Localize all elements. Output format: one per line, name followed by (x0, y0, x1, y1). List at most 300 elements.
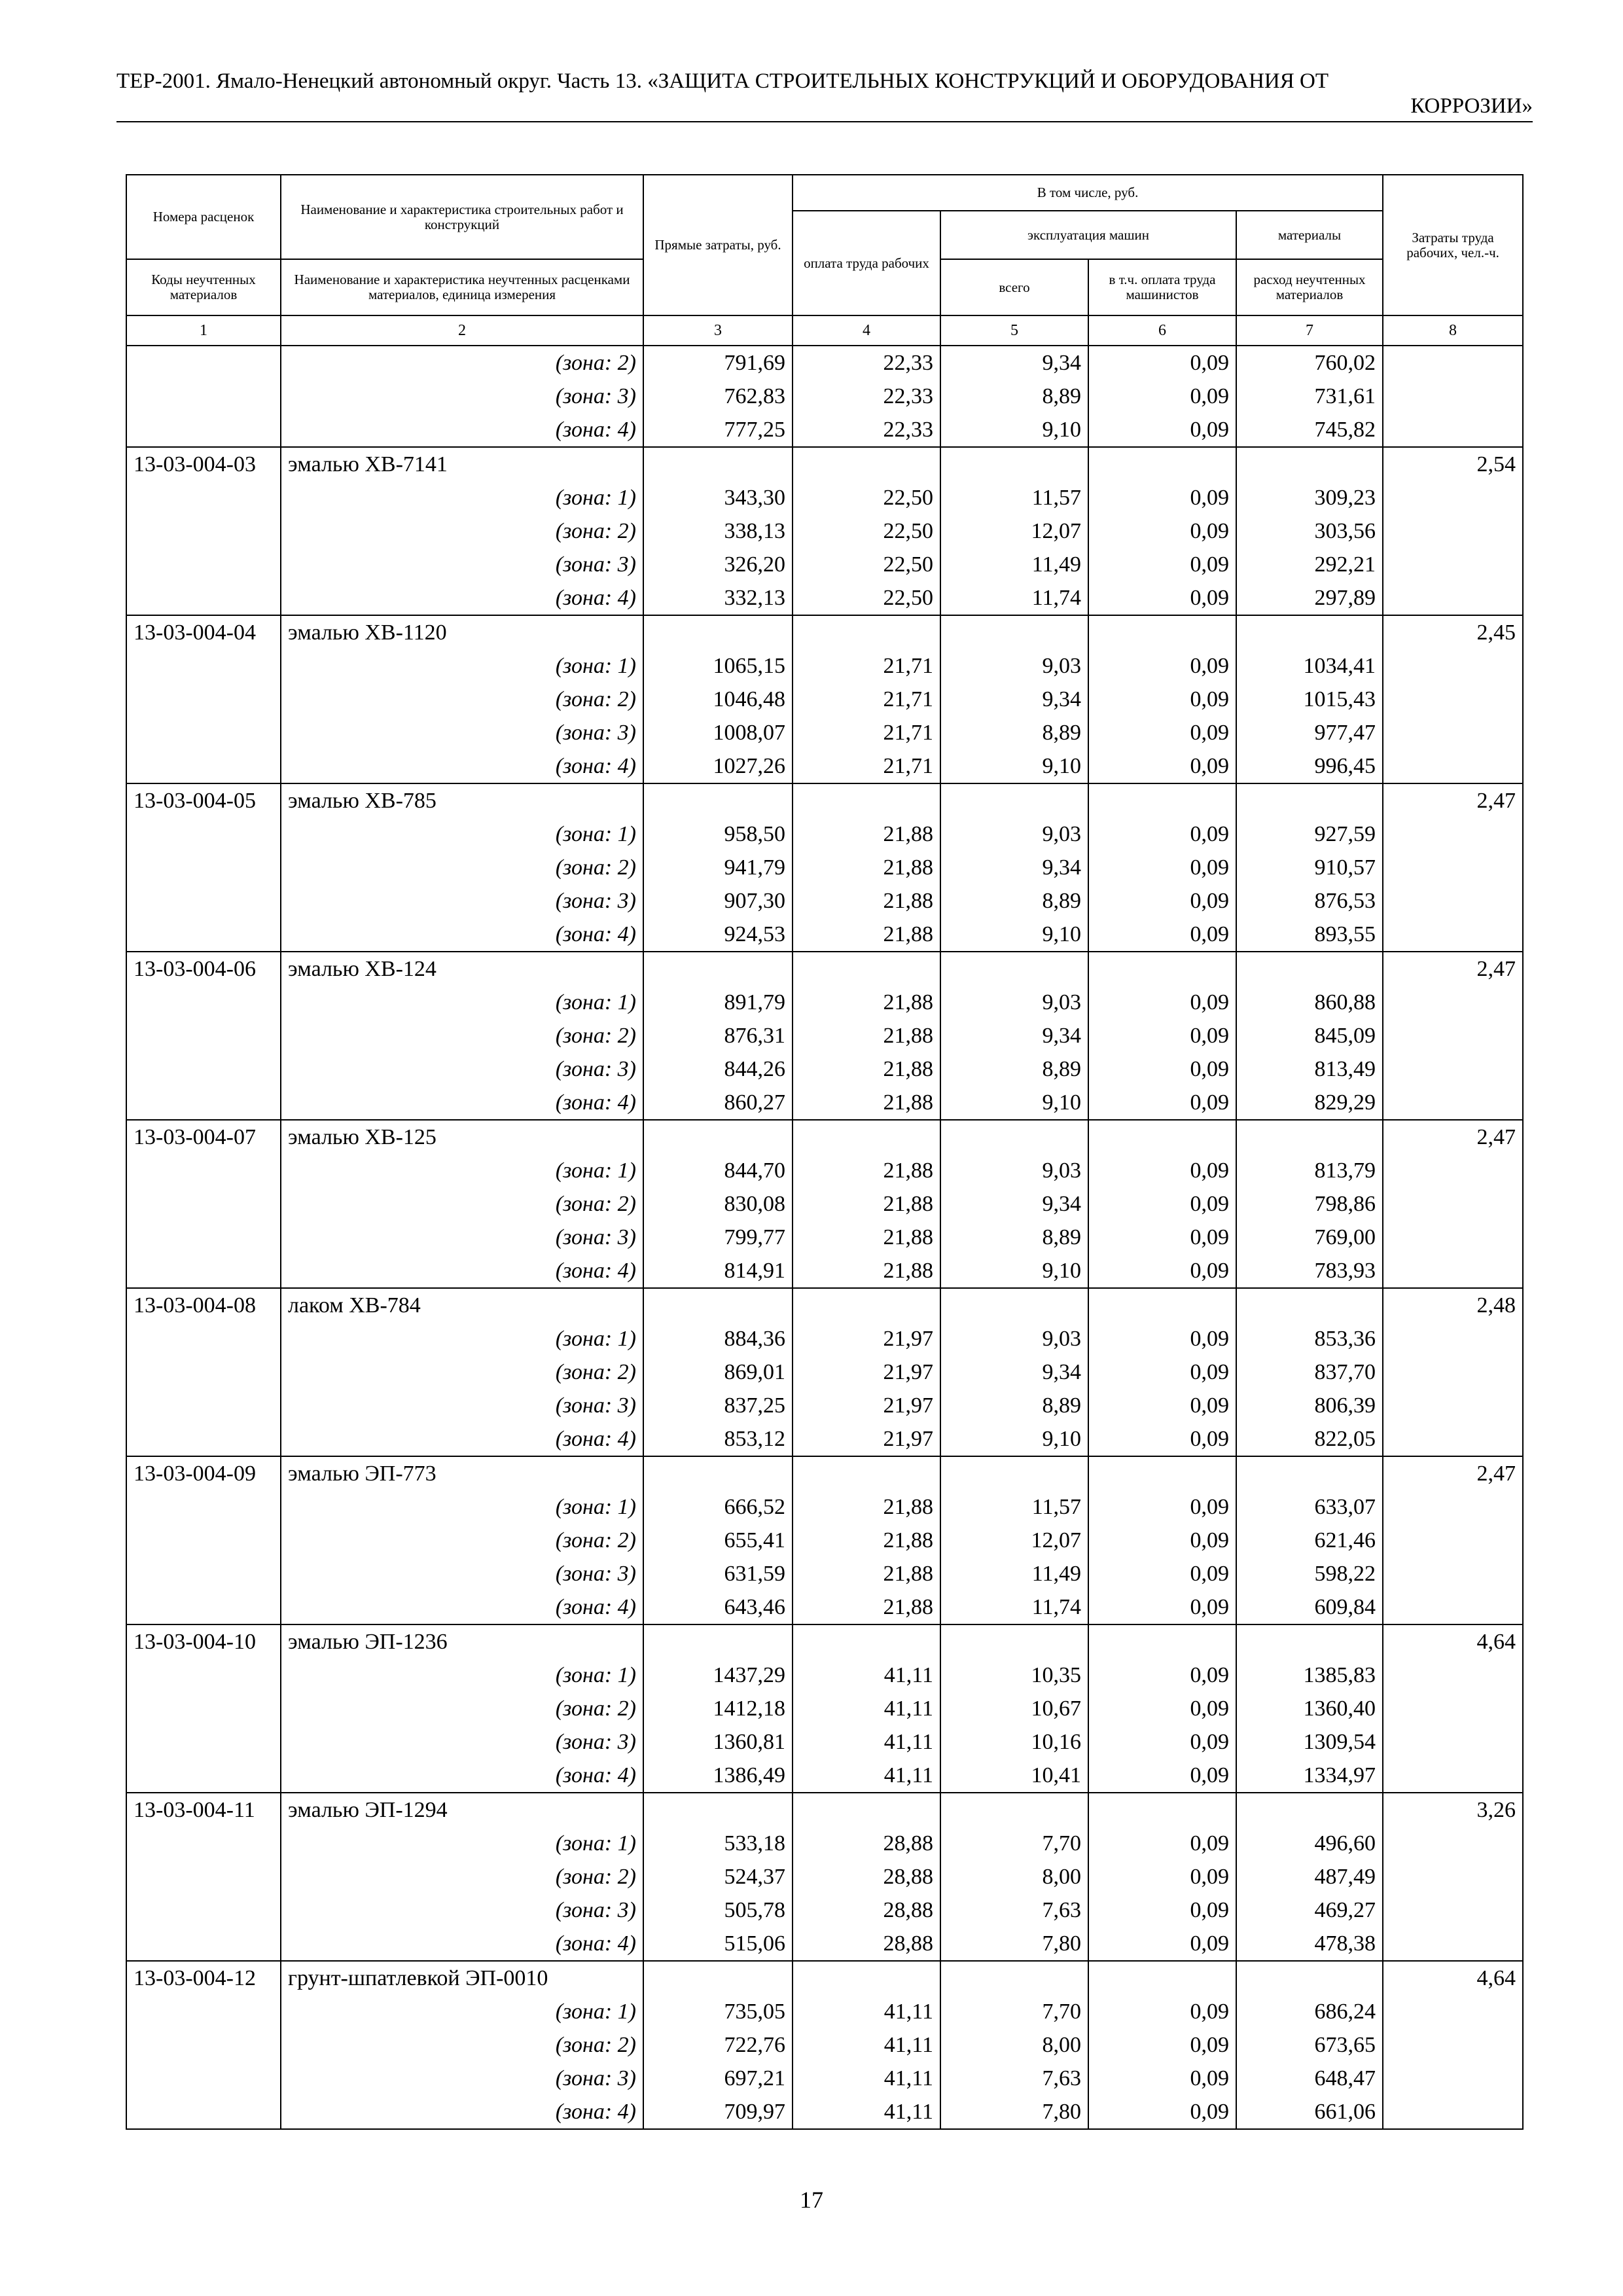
empty-cell (940, 1624, 1088, 1659)
machines-total-value: 7,80 (940, 2095, 1088, 2129)
empty-cell (126, 1322, 281, 1355)
direct-costs-value: 891,79 (643, 986, 793, 1019)
operators-pay-value: 0,09 (1088, 1422, 1236, 1456)
table-row (126, 884, 1523, 918)
table-row (126, 413, 1523, 447)
machines-total-value: 9,03 (940, 1154, 1088, 1187)
materials-value: 1385,83 (1236, 1659, 1383, 1692)
machines-total-value: 9,10 (940, 413, 1088, 447)
zone-label: (зона: 4) (281, 2095, 643, 2129)
worker-pay-value: 21,88 (793, 1187, 940, 1221)
empty-cell (126, 1490, 281, 1524)
machines-total-value: 9,34 (940, 346, 1088, 380)
column-number: 4 (793, 315, 940, 346)
empty-cell (1088, 783, 1236, 817)
machines-total-value: 10,35 (940, 1659, 1088, 1692)
rate-group-header-row (126, 952, 1523, 986)
materials-value: 893,55 (1236, 918, 1383, 952)
empty-cell (1383, 851, 1523, 884)
empty-cell (643, 1793, 793, 1827)
operators-pay-value: 0,09 (1088, 1590, 1236, 1624)
rate-group-header-row (126, 447, 1523, 481)
direct-costs-value: 1437,29 (643, 1659, 793, 1692)
machines-total-value: 11,49 (940, 548, 1088, 581)
empty-cell (126, 749, 281, 783)
header-work-name: Наименование и характеристика строительных работ и конструкций (281, 175, 643, 259)
machines-total-value: 9,10 (940, 749, 1088, 783)
operators-pay-value: 0,09 (1088, 884, 1236, 918)
machines-total-value: 8,89 (940, 716, 1088, 749)
zone-label: (зона: 1) (281, 649, 643, 683)
rate-group-header-row (126, 615, 1523, 649)
machines-total-value: 7,70 (940, 1995, 1088, 2028)
column-numbers-row (126, 315, 1523, 346)
direct-costs-value: 799,77 (643, 1221, 793, 1254)
rate-code: 13-03-004-09 (126, 1456, 281, 1490)
zone-label: (зона: 1) (281, 986, 643, 1019)
empty-cell (126, 1052, 281, 1086)
empty-cell (1383, 1893, 1523, 1927)
direct-costs-value: 1008,07 (643, 716, 793, 749)
machines-total-value: 9,34 (940, 683, 1088, 716)
table-row (126, 514, 1523, 548)
empty-cell (1383, 1860, 1523, 1893)
machines-total-value: 10,41 (940, 1759, 1088, 1793)
labor-hours-value: 2,47 (1383, 783, 1523, 817)
empty-cell (1236, 1288, 1383, 1322)
machines-total-value: 8,89 (940, 1052, 1088, 1086)
empty-cell (1236, 952, 1383, 986)
labor-hours-value: 4,64 (1383, 1624, 1523, 1659)
empty-cell (940, 615, 1088, 649)
empty-cell (126, 716, 281, 749)
table-row (126, 683, 1523, 716)
empty-cell (1383, 346, 1523, 380)
rate-code: 13-03-004-03 (126, 447, 281, 481)
empty-cell (126, 1893, 281, 1927)
machines-total-value: 8,89 (940, 884, 1088, 918)
rate-code: 13-03-004-08 (126, 1288, 281, 1322)
empty-cell (126, 851, 281, 884)
materials-value: 648,47 (1236, 2062, 1383, 2095)
empty-cell (793, 783, 940, 817)
table-row (126, 1187, 1523, 1221)
materials-value: 806,39 (1236, 1389, 1383, 1422)
column-number: 8 (1383, 315, 1523, 346)
empty-cell (1236, 1961, 1383, 1995)
empty-cell (126, 884, 281, 918)
direct-costs-value: 722,76 (643, 2028, 793, 2062)
zone-label: (зона: 3) (281, 884, 643, 918)
zone-label: (зона: 1) (281, 1322, 643, 1355)
empty-cell (940, 1793, 1088, 1827)
table-body (126, 346, 1523, 2129)
worker-pay-value: 21,88 (793, 986, 940, 1019)
zone-label: (зона: 2) (281, 851, 643, 884)
rate-name: эмалью ХВ-125 (281, 1120, 643, 1154)
worker-pay-value: 41,11 (793, 2062, 940, 2095)
materials-value: 996,45 (1236, 749, 1383, 783)
operators-pay-value: 0,09 (1088, 1659, 1236, 1692)
operators-pay-value: 0,09 (1088, 1490, 1236, 1524)
machines-total-value: 10,16 (940, 1725, 1088, 1759)
machines-total-value: 9,03 (940, 649, 1088, 683)
zone-label: (зона: 4) (281, 581, 643, 615)
materials-value: 487,49 (1236, 1860, 1383, 1893)
zone-label: (зона: 3) (281, 380, 643, 413)
rate-group-header-row (126, 1120, 1523, 1154)
table-row (126, 548, 1523, 581)
empty-cell (940, 1120, 1088, 1154)
table-row (126, 1052, 1523, 1086)
machines-total-value: 9,34 (940, 1355, 1088, 1389)
table-row (126, 581, 1523, 615)
empty-cell (940, 783, 1088, 817)
worker-pay-value: 21,71 (793, 716, 940, 749)
empty-cell (793, 1793, 940, 1827)
operators-pay-value: 0,09 (1088, 1524, 1236, 1557)
empty-cell (126, 1759, 281, 1793)
materials-value: 876,53 (1236, 884, 1383, 918)
direct-costs-value: 958,50 (643, 817, 793, 851)
page-header (116, 69, 1533, 122)
zone-label: (зона: 2) (281, 1524, 643, 1557)
labor-hours-value: 2,47 (1383, 1120, 1523, 1154)
empty-cell (1088, 952, 1236, 986)
worker-pay-value: 41,11 (793, 1692, 940, 1725)
header-material-codes: Коды неучтенных материалов (126, 259, 281, 315)
direct-costs-value: 709,97 (643, 2095, 793, 2129)
empty-cell (1236, 1120, 1383, 1154)
empty-cell (126, 413, 281, 447)
worker-pay-value: 21,88 (793, 1557, 940, 1590)
machines-total-value: 7,70 (940, 1827, 1088, 1860)
empty-cell (126, 1086, 281, 1120)
table-row (126, 346, 1523, 380)
labor-hours-value: 2,48 (1383, 1288, 1523, 1322)
table-row (126, 1995, 1523, 2028)
empty-cell (126, 817, 281, 851)
empty-cell (126, 481, 281, 514)
direct-costs-value: 326,20 (643, 548, 793, 581)
worker-pay-value: 21,71 (793, 749, 940, 783)
operators-pay-value: 0,09 (1088, 1187, 1236, 1221)
empty-cell (126, 1154, 281, 1187)
empty-cell (1383, 1187, 1523, 1221)
rate-name: эмалью ХВ-7141 (281, 447, 643, 481)
empty-cell (1383, 1052, 1523, 1086)
zone-label: (зона: 2) (281, 1019, 643, 1052)
worker-pay-value: 21,88 (793, 1154, 940, 1187)
empty-cell (126, 1659, 281, 1692)
materials-value: 496,60 (1236, 1827, 1383, 1860)
table-row (126, 1389, 1523, 1422)
machines-total-value: 7,63 (940, 2062, 1088, 2095)
empty-cell (643, 1624, 793, 1659)
materials-value: 297,89 (1236, 581, 1383, 615)
empty-cell (793, 1624, 940, 1659)
direct-costs-value: 631,59 (643, 1557, 793, 1590)
empty-cell (126, 1860, 281, 1893)
direct-costs-value: 830,08 (643, 1187, 793, 1221)
machines-total-value: 8,89 (940, 1221, 1088, 1254)
rate-name: грунт-шпатлевкой ЭП-0010 (281, 1961, 643, 1995)
operators-pay-value: 0,09 (1088, 1389, 1236, 1422)
empty-cell (1383, 1322, 1523, 1355)
empty-cell (126, 2028, 281, 2062)
rate-code: 13-03-004-12 (126, 1961, 281, 1995)
table-row (126, 2028, 1523, 2062)
empty-cell (643, 1120, 793, 1154)
worker-pay-value: 21,71 (793, 683, 940, 716)
operators-pay-value: 0,09 (1088, 918, 1236, 952)
empty-cell (793, 1120, 940, 1154)
header-including: В том числе, руб. (793, 175, 1383, 211)
table-row (126, 1759, 1523, 1793)
machines-total-value: 12,07 (940, 1524, 1088, 1557)
header-worker-pay: оплата труда рабочих (793, 211, 940, 315)
worker-pay-value: 21,88 (793, 1019, 940, 1052)
empty-cell (1383, 1422, 1523, 1456)
empty-cell (940, 1456, 1088, 1490)
empty-cell (1383, 1355, 1523, 1389)
operators-pay-value: 0,09 (1088, 1154, 1236, 1187)
materials-value: 1034,41 (1236, 649, 1383, 683)
empty-cell (1383, 2028, 1523, 2062)
operators-pay-value: 0,09 (1088, 851, 1236, 884)
table-row (126, 1927, 1523, 1961)
operators-pay-value: 0,09 (1088, 1827, 1236, 1860)
table-row (126, 1221, 1523, 1254)
empty-cell (940, 952, 1088, 986)
empty-cell (126, 683, 281, 716)
rate-code: 13-03-004-11 (126, 1793, 281, 1827)
rate-name: эмалью ЭП-773 (281, 1456, 643, 1490)
direct-costs-value: 844,26 (643, 1052, 793, 1086)
empty-cell (1383, 986, 1523, 1019)
empty-cell (1236, 447, 1383, 481)
zone-label: (зона: 4) (281, 918, 643, 952)
materials-value: 478,38 (1236, 1927, 1383, 1961)
worker-pay-value: 21,88 (793, 1590, 940, 1624)
materials-value: 661,06 (1236, 2095, 1383, 2129)
operators-pay-value: 0,09 (1088, 413, 1236, 447)
table-row (126, 1154, 1523, 1187)
empty-cell (126, 1725, 281, 1759)
operators-pay-value: 0,09 (1088, 649, 1236, 683)
worker-pay-value: 28,88 (793, 1827, 940, 1860)
operators-pay-value: 0,09 (1088, 2095, 1236, 2129)
table-row (126, 1254, 1523, 1288)
operators-pay-value: 0,09 (1088, 683, 1236, 716)
materials-value: 860,88 (1236, 986, 1383, 1019)
operators-pay-value: 0,09 (1088, 581, 1236, 615)
rate-code: 13-03-004-05 (126, 783, 281, 817)
zone-label: (зона: 1) (281, 1659, 643, 1692)
empty-cell (1383, 1590, 1523, 1624)
empty-cell (1383, 413, 1523, 447)
zone-label: (зона: 4) (281, 413, 643, 447)
table-row (126, 1490, 1523, 1524)
table-row (126, 986, 1523, 1019)
empty-cell (1236, 615, 1383, 649)
empty-cell (1383, 817, 1523, 851)
rate-group-header-row (126, 783, 1523, 817)
empty-cell (126, 918, 281, 952)
zone-label: (зона: 2) (281, 2028, 643, 2062)
zone-label: (зона: 2) (281, 683, 643, 716)
operators-pay-value: 0,09 (1088, 2028, 1236, 2062)
zone-label: (зона: 1) (281, 481, 643, 514)
materials-value: 1360,40 (1236, 1692, 1383, 1725)
empty-cell (126, 1590, 281, 1624)
empty-cell (1383, 2095, 1523, 2129)
worker-pay-value: 41,11 (793, 2095, 940, 2129)
machines-total-value: 8,89 (940, 380, 1088, 413)
empty-cell (643, 783, 793, 817)
worker-pay-value: 21,88 (793, 1490, 940, 1524)
zone-label: (зона: 4) (281, 1759, 643, 1793)
empty-cell (1236, 1456, 1383, 1490)
empty-cell (1088, 1288, 1236, 1322)
materials-value: 292,21 (1236, 548, 1383, 581)
materials-value: 769,00 (1236, 1221, 1383, 1254)
empty-cell (126, 1422, 281, 1456)
empty-cell (1383, 683, 1523, 716)
table-row (126, 1557, 1523, 1590)
worker-pay-value: 21,88 (793, 884, 940, 918)
column-number: 5 (940, 315, 1088, 346)
rate-code: 13-03-004-04 (126, 615, 281, 649)
rate-group-header-row (126, 1288, 1523, 1322)
zone-label: (зона: 2) (281, 346, 643, 380)
worker-pay-value: 41,11 (793, 1759, 940, 1793)
materials-value: 745,82 (1236, 413, 1383, 447)
header-title-line1: ТЕР-2001. Ямало-Ненецкий автономный округ. Часть 13. «ЗАЩИТА СТРОИТЕЛЬНЫХ КОНСТРУКЦИЙ И ОБОРУДОВАНИЯ ОТ (116, 69, 1329, 93)
worker-pay-value: 21,88 (793, 1254, 940, 1288)
rate-name: эмалью ЭП-1294 (281, 1793, 643, 1827)
empty-cell (643, 1961, 793, 1995)
rate-name: лаком ХВ-784 (281, 1288, 643, 1322)
operators-pay-value: 0,09 (1088, 1221, 1236, 1254)
machines-total-value: 9,34 (940, 1019, 1088, 1052)
empty-cell (1088, 1793, 1236, 1827)
operators-pay-value: 0,09 (1088, 1893, 1236, 1927)
direct-costs-value: 338,13 (643, 514, 793, 548)
worker-pay-value: 21,88 (793, 851, 940, 884)
empty-cell (126, 1557, 281, 1590)
worker-pay-value: 28,88 (793, 1927, 940, 1961)
operators-pay-value: 0,09 (1088, 514, 1236, 548)
empty-cell (1088, 447, 1236, 481)
empty-cell (126, 380, 281, 413)
empty-cell (643, 1456, 793, 1490)
worker-pay-value: 21,88 (793, 1221, 940, 1254)
operators-pay-value: 0,09 (1088, 1692, 1236, 1725)
direct-costs-value: 1027,26 (643, 749, 793, 783)
empty-cell (793, 1288, 940, 1322)
column-number: 3 (643, 315, 793, 346)
materials-value: 633,07 (1236, 1490, 1383, 1524)
machines-total-value: 11,57 (940, 481, 1088, 514)
zone-label: (зона: 1) (281, 1490, 643, 1524)
empty-cell (126, 548, 281, 581)
table-row (126, 1524, 1523, 1557)
direct-costs-value: 777,25 (643, 413, 793, 447)
empty-cell (1383, 1725, 1523, 1759)
empty-cell (126, 1827, 281, 1860)
empty-cell (1383, 1995, 1523, 2028)
labor-hours-value: 2,47 (1383, 952, 1523, 986)
zone-label: (зона: 1) (281, 1827, 643, 1860)
empty-cell (1383, 481, 1523, 514)
operators-pay-value: 0,09 (1088, 1927, 1236, 1961)
table-row (126, 1422, 1523, 1456)
zone-label: (зона: 3) (281, 2062, 643, 2095)
labor-hours-value: 2,54 (1383, 447, 1523, 481)
empty-cell (793, 1456, 940, 1490)
empty-cell (126, 1995, 281, 2028)
empty-cell (126, 2062, 281, 2095)
machines-total-value: 11,74 (940, 581, 1088, 615)
rate-name: эмалью ХВ-1120 (281, 615, 643, 649)
direct-costs-value: 655,41 (643, 1524, 793, 1557)
rate-code: 13-03-004-07 (126, 1120, 281, 1154)
operators-pay-value: 0,09 (1088, 1995, 1236, 2028)
empty-cell (126, 1355, 281, 1389)
empty-cell (1383, 649, 1523, 683)
operators-pay-value: 0,09 (1088, 716, 1236, 749)
operators-pay-value: 0,09 (1088, 986, 1236, 1019)
materials-value: 1015,43 (1236, 683, 1383, 716)
operators-pay-value: 0,09 (1088, 1557, 1236, 1590)
worker-pay-value: 21,88 (793, 1052, 940, 1086)
empty-cell (1236, 783, 1383, 817)
worker-pay-value: 41,11 (793, 2028, 940, 2062)
empty-cell (1383, 1086, 1523, 1120)
table-row (126, 1827, 1523, 1860)
empty-cell (1383, 380, 1523, 413)
empty-cell (1383, 1019, 1523, 1052)
zone-label: (зона: 1) (281, 1154, 643, 1187)
direct-costs-value: 1065,15 (643, 649, 793, 683)
machines-total-value: 9,03 (940, 1322, 1088, 1355)
empty-cell (126, 2095, 281, 2129)
table-row (126, 1659, 1523, 1692)
machines-total-value: 10,67 (940, 1692, 1088, 1725)
direct-costs-value: 814,91 (643, 1254, 793, 1288)
zone-label: (зона: 4) (281, 1590, 643, 1624)
machines-total-value: 9,34 (940, 851, 1088, 884)
machines-total-value: 8,00 (940, 1860, 1088, 1893)
table-row (126, 1355, 1523, 1389)
worker-pay-value: 28,88 (793, 1860, 940, 1893)
table-row (126, 1322, 1523, 1355)
direct-costs-value: 735,05 (643, 1995, 793, 2028)
empty-cell (940, 1961, 1088, 1995)
rate-code: 13-03-004-10 (126, 1624, 281, 1659)
zone-label: (зона: 4) (281, 1422, 643, 1456)
direct-costs-value: 844,70 (643, 1154, 793, 1187)
rate-group-header-row (126, 1793, 1523, 1827)
empty-cell (1383, 1221, 1523, 1254)
empty-cell (126, 514, 281, 548)
column-number: 6 (1088, 315, 1236, 346)
header-machines-total: всего (940, 259, 1088, 315)
rate-name: эмалью ЭП-1236 (281, 1624, 643, 1659)
worker-pay-value: 22,50 (793, 548, 940, 581)
empty-cell (1383, 1154, 1523, 1187)
